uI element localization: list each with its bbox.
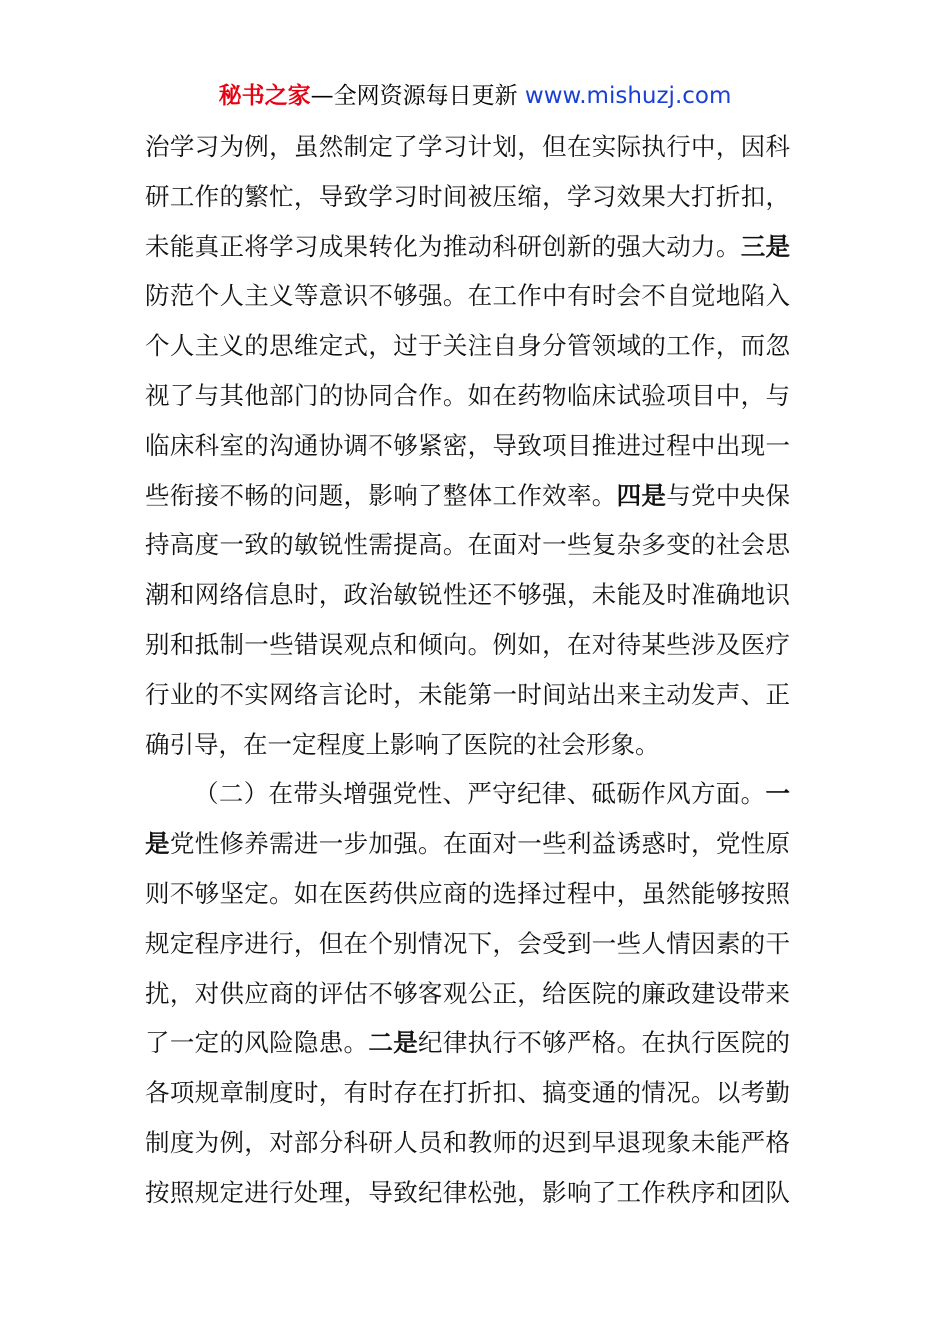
text-line [145, 172, 790, 222]
text-line [145, 769, 790, 819]
text-segment: 潮和网络信息时，政治敏锐性还不够强，未能及时准确地识 [145, 580, 790, 610]
text-segment: 规定程序进行，但在个别情况下，会受到一些人情因素的干 [145, 928, 790, 958]
text-line [145, 620, 790, 670]
text-line [145, 122, 790, 172]
text-line [145, 520, 790, 570]
text-segment: 研工作的繁忙，导致学习时间被压缩，学习效果大打折扣， [145, 181, 790, 211]
text-line [145, 271, 790, 321]
text-segment: 治学习为例，虽然制定了学习计划，但在实际执行中，因科 [145, 132, 790, 161]
text-segment: 未能真正将学习成果转化为推动科研创新的强大动力。 [145, 231, 741, 261]
text-segment: 防范个人主义等意识不够强。在工作中有时会不自觉地陷入 [145, 281, 790, 311]
site-tagline: —全网资源每日更新 [310, 83, 518, 109]
text-segment: 持高度一致的敏锐性需提高。在面对一些复杂多变的社会思 [145, 530, 790, 560]
bold-text: 一 [765, 779, 790, 809]
text-line [145, 471, 790, 521]
text-segment: （二）在带头增强党性、严守纪律、砥砺作风方面。 [194, 779, 766, 809]
text-segment: 按照规定进行处理，导致纪律松弛，影响了工作秩序和团队 [145, 1177, 790, 1207]
text-segment: 别和抵制一些错误观点和倾向。例如，在对待某些涉及医疗 [145, 629, 790, 659]
bold-text: 二是 [368, 1028, 419, 1058]
site-url[interactable]: www.mishuzj.com [524, 83, 732, 109]
text-line [145, 321, 790, 371]
bold-text: 三是 [740, 231, 791, 261]
text-segment: 则不够坚定。如在医药供应商的选择过程中，虽然能够按照 [145, 878, 790, 908]
text-line [145, 670, 790, 720]
text-segment: 与党中央保 [666, 480, 790, 510]
text-segment: 些衔接不畅的问题，影响了整体工作效率。 [145, 480, 617, 510]
text-segment: 各项规章制度时，有时存在打折扣、搞变通的情况。以考勤 [145, 1078, 790, 1108]
text-line [145, 819, 790, 869]
text-segment: 个人主义的思维定式，过于关注自身分管领域的工作，而忽 [145, 331, 790, 361]
text-line [145, 1018, 790, 1068]
bold-text: 是 [145, 829, 170, 859]
text-line [145, 421, 790, 471]
text-segment: 临床科室的沟通协调不够紧密，导致项目推进过程中出现一 [145, 430, 790, 460]
text-line [145, 222, 790, 272]
text-segment: 确引导，在一定程度上影响了医院的社会形象。 [145, 729, 660, 759]
text-line [145, 969, 790, 1019]
text-line [145, 919, 790, 969]
text-line [145, 1168, 790, 1218]
text-line [145, 1118, 790, 1168]
text-segment: 视了与其他部门的协同合作。如在药物临床试验项目中，与 [145, 380, 790, 410]
text-line [145, 720, 790, 770]
bold-text: 四是 [616, 480, 667, 510]
page-header [0, 80, 950, 112]
text-segment: 制度为例，对部分科研人员和教师的迟到早退现象未能严格 [145, 1127, 790, 1157]
text-line [145, 869, 790, 919]
text-segment: 扰，对供应商的评估不够客观公正，给医院的廉政建设带来 [145, 978, 790, 1008]
text-line [145, 371, 790, 421]
text-line [145, 570, 790, 620]
text-segment: 党性修养需进一步加强。在面对一些利益诱惑时，党性原 [169, 829, 791, 859]
site-brand: 秘书之家 [218, 83, 311, 109]
text-segment: 纪律执行不够严格。在执行医院的 [418, 1028, 791, 1058]
text-segment: 行业的不实网络言论时，未能第一时间站出来主动发声、正 [145, 679, 790, 709]
document-body [145, 122, 790, 1218]
text-segment: 了一定的风险隐患。 [145, 1028, 369, 1058]
text-line [145, 1068, 790, 1118]
